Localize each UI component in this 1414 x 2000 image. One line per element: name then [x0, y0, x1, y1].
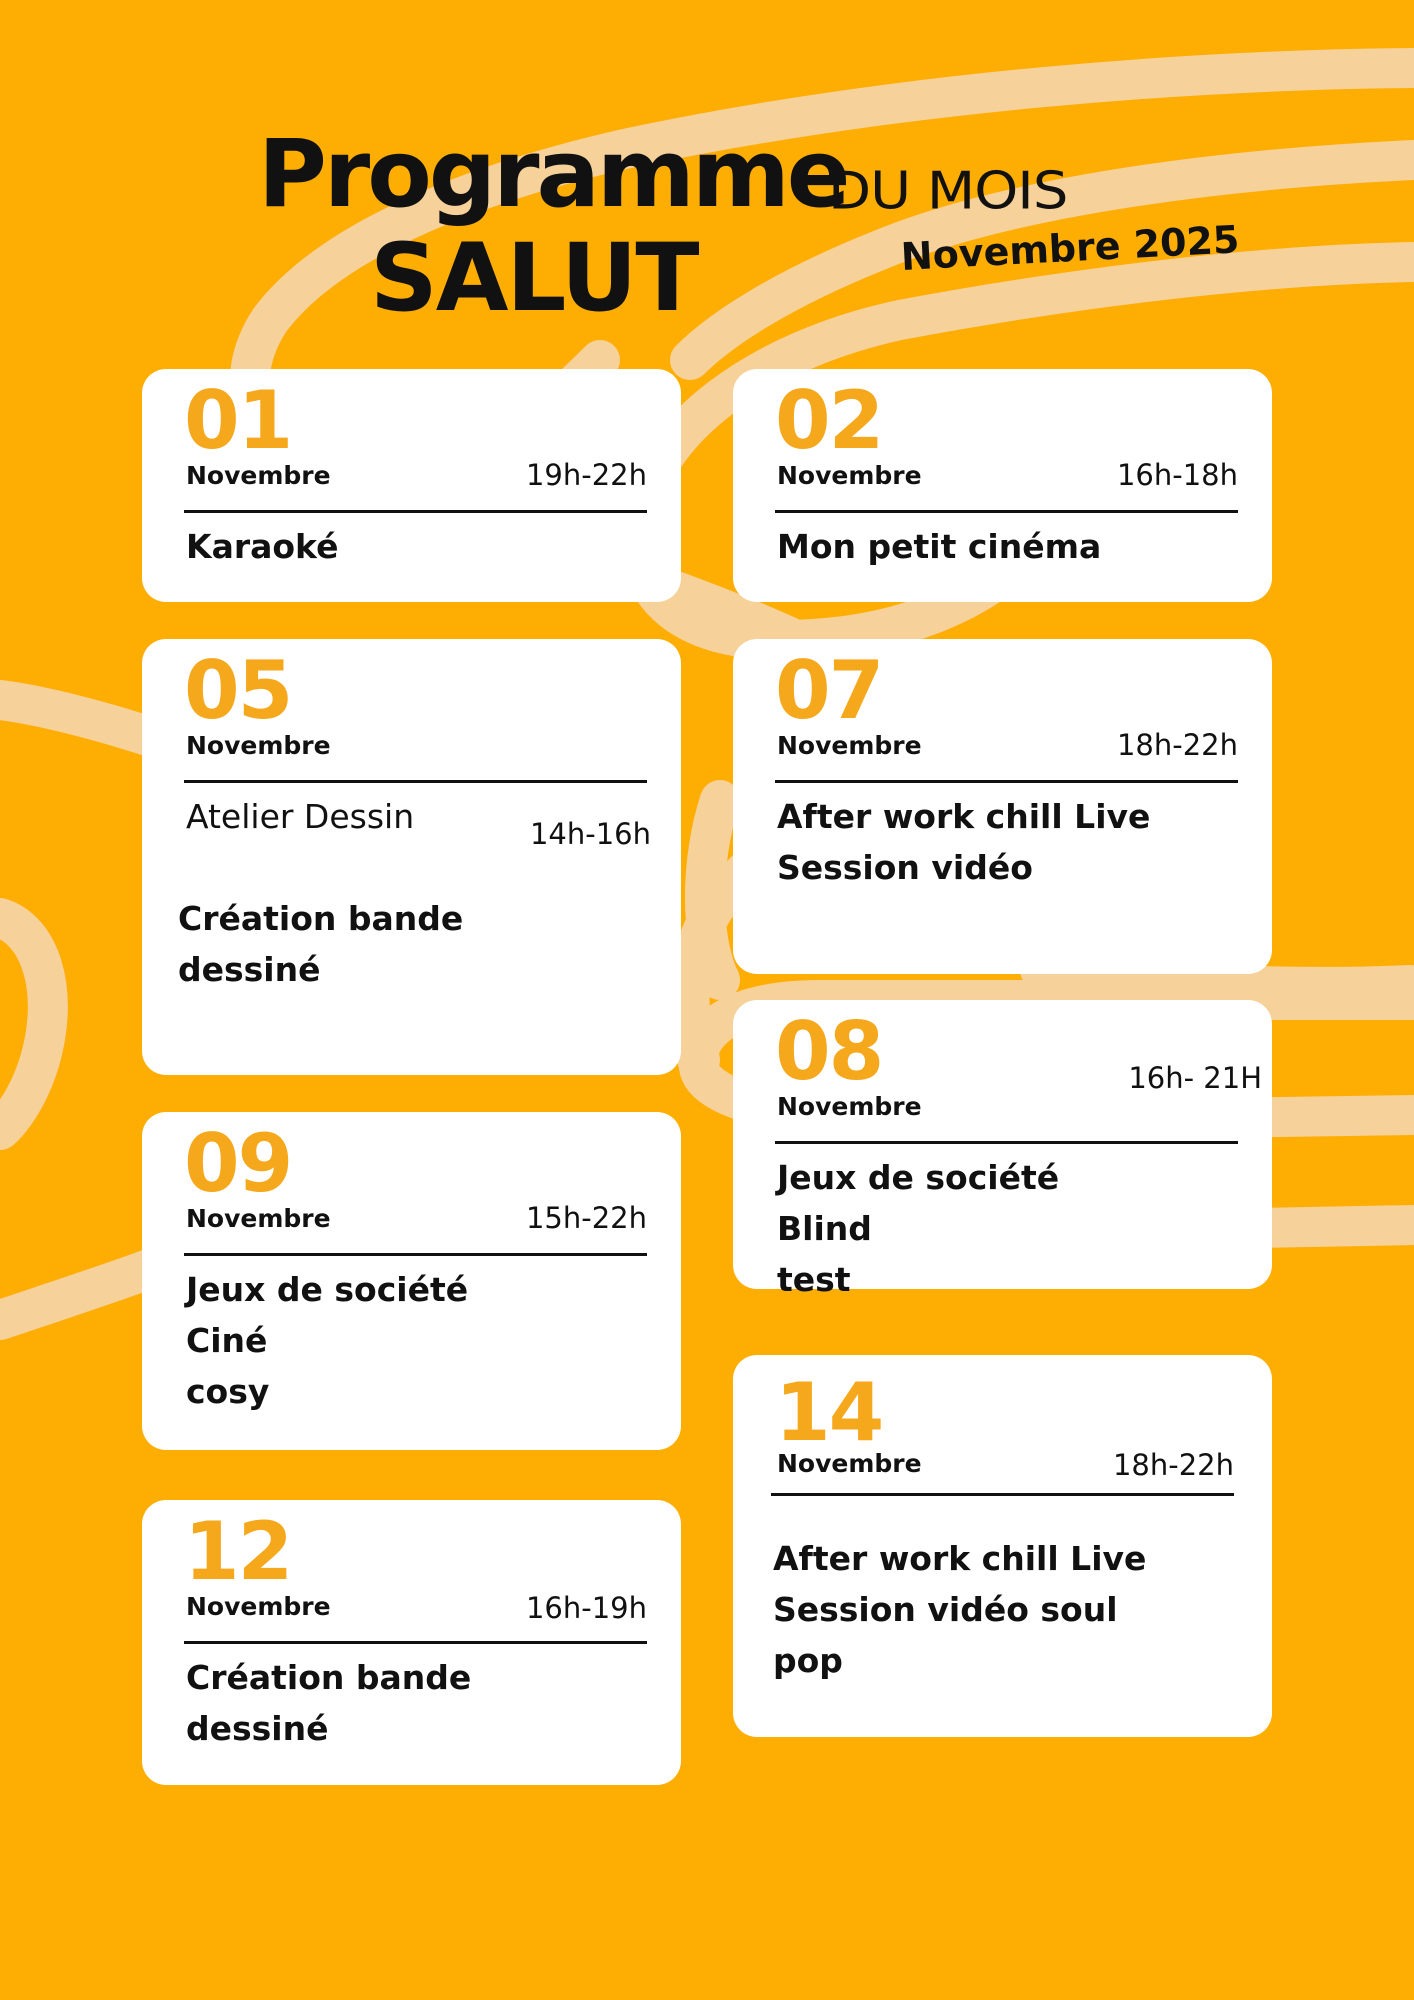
- event-activities: [186, 1264, 468, 1417]
- month-label: Novembre 2025: [899, 217, 1241, 279]
- event-detail: Création bande: [178, 899, 464, 938]
- event-activity: Karaoké: [186, 527, 339, 566]
- event-time: 16h- 21H: [1128, 1061, 1262, 1095]
- event-time: 14h-16h: [529, 817, 651, 851]
- event-activities: [186, 521, 339, 572]
- event-month: Novembre: [777, 461, 922, 490]
- event-card-08: [733, 1000, 1272, 1299]
- event-time: 16h-19h: [525, 1591, 647, 1625]
- divider: [184, 1641, 647, 1644]
- event-activities: [777, 1152, 1059, 1305]
- event-card-05: [142, 639, 681, 1075]
- event-activities: [777, 791, 1150, 893]
- event-card-12: [142, 1500, 681, 1785]
- event-activity: After work chill Live: [773, 1539, 1147, 1578]
- event-day: 08: [775, 1005, 883, 1098]
- event-day: 05: [184, 644, 292, 737]
- divider: [184, 780, 647, 783]
- divider: [184, 1253, 647, 1256]
- event-time: 19h-22h: [525, 458, 647, 492]
- event-card-14: [733, 1355, 1272, 1737]
- event-day: 07: [775, 644, 883, 737]
- event-month: Novembre: [777, 1092, 922, 1121]
- event-month: Novembre: [186, 461, 331, 490]
- event-activity: pop: [773, 1641, 843, 1680]
- event-month: Novembre: [186, 731, 331, 760]
- event-card-01: [142, 369, 681, 602]
- event-detail: dessiné: [178, 950, 321, 989]
- event-time: 18h-22h: [1112, 1448, 1234, 1482]
- event-activity: Ciné: [186, 1321, 268, 1360]
- event-day: 09: [184, 1117, 292, 1210]
- event-month: Novembre: [777, 731, 922, 760]
- divider: [184, 510, 647, 513]
- event-activity: Atelier Dessin: [186, 797, 415, 836]
- event-activities: [186, 1652, 471, 1754]
- event-time: 16h-18h: [1116, 458, 1238, 492]
- event-card-02: [733, 369, 1272, 602]
- event-activity: test: [777, 1260, 851, 1299]
- event-month: Novembre: [186, 1592, 331, 1621]
- event-activity: Session vidéo soul: [773, 1590, 1118, 1629]
- venue-name: SALUT: [370, 224, 698, 333]
- event-month: Novembre: [186, 1204, 331, 1233]
- event-activity: Jeux de société: [777, 1158, 1060, 1197]
- event-day: 14: [775, 1366, 883, 1459]
- event-time: 18h-22h: [1116, 728, 1238, 762]
- event-activities: [773, 1533, 1146, 1686]
- event-activity: Jeux de société: [186, 1270, 469, 1309]
- event-activity: Création bande: [186, 1658, 472, 1697]
- event-details: [178, 893, 463, 995]
- page-header: [0, 0, 1414, 340]
- divider: [775, 1141, 1238, 1144]
- event-card-09: [142, 1112, 681, 1450]
- event-activity: Session vidéo: [777, 848, 1033, 887]
- event-time: 15h-22h: [525, 1201, 647, 1235]
- event-activities: [777, 521, 1101, 572]
- page-subtitle: DU MOIS: [828, 161, 1068, 222]
- event-activity: After work chill Live: [777, 797, 1151, 836]
- event-day: 12: [184, 1505, 292, 1598]
- divider: [775, 510, 1238, 513]
- page-title: Programme: [258, 120, 848, 229]
- divider: [771, 1493, 1234, 1496]
- event-day: 01: [184, 374, 292, 467]
- event-activity: Blind: [777, 1209, 872, 1248]
- event-card-07: [733, 639, 1272, 974]
- divider: [775, 780, 1238, 783]
- event-activity: Mon petit cinéma: [777, 527, 1102, 566]
- event-month: Novembre: [777, 1449, 922, 1478]
- event-day: 02: [775, 374, 883, 467]
- event-activity: cosy: [186, 1372, 270, 1411]
- event-activities: [186, 791, 414, 842]
- event-activity: dessiné: [186, 1709, 329, 1748]
